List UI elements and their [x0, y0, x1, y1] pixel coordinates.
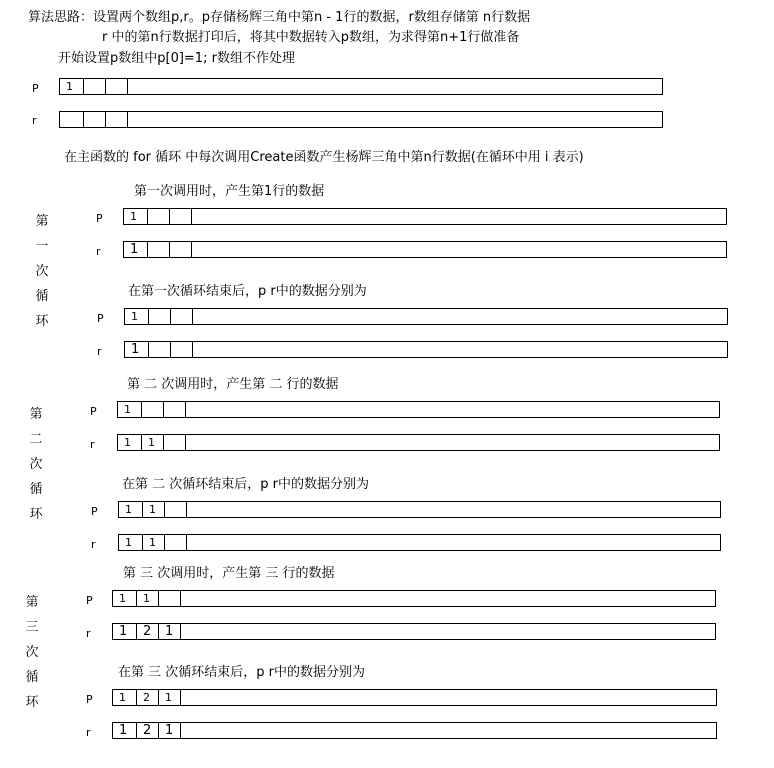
loop-1-side-label: 第 一 次 循 环: [35, 214, 49, 329]
initial-r-array-cell-1: [84, 112, 106, 127]
loop-1-after-p-label: P: [97, 312, 104, 325]
loop-2-call-p-label: P: [90, 405, 97, 418]
loop-3-side-label: 第 三 次 循 环: [25, 595, 39, 710]
loop-2-side-label: 第 二 次 循 环: [29, 407, 43, 522]
loop-2-after-r-array-cell-2: [165, 535, 187, 550]
loop-3-after-p-array-cell-2: 1: [159, 690, 181, 705]
loop-3-after-r-array-cell-2: 1: [159, 723, 181, 738]
loop-1-after-r-array: [124, 341, 728, 358]
loop-3-call-r-array-cell-0: 1: [113, 624, 137, 639]
loop-1-after-r-label: r: [97, 345, 102, 358]
loop-1-call-r-array-cell-1: [148, 242, 170, 257]
loop-1-after-r-array-cell-0: 1: [125, 342, 149, 357]
loop-2-call-p-array-cell-2: [164, 402, 186, 417]
loop-1-call-r-array-cell-2: [170, 242, 192, 257]
loop-1-call-p-array-cell-1: [148, 209, 170, 224]
initial-p-array-cell-0: 1: [60, 79, 84, 94]
loop-3-call-p-array-cell-2: [159, 591, 181, 606]
loop-2-call-p-array-cell-0: 1: [118, 402, 142, 417]
header-line-2: r 中的第n行数据打印后，将其中数据转入p数组，为求得第n+1行做准备: [102, 30, 520, 45]
initial-p-label: P: [32, 82, 39, 95]
loop-3-after-p-array-cell-0: 1: [113, 690, 137, 705]
loop-1-call-p-array: [123, 208, 727, 225]
loop-3-after-p-array-cell-1: 2: [137, 690, 159, 705]
loop-2-after-p-array-cell-2: [165, 502, 187, 517]
loop-1-call-p-label: P: [96, 212, 103, 225]
loop-3-after-r-array-cell-0: 1: [113, 723, 137, 738]
loop-2-after-r-array: [118, 534, 721, 551]
loop-3-after-r-array: [112, 722, 717, 739]
header-line-3: 开始设置p数组中p[0]=1; r数组不作处理: [58, 51, 295, 66]
loop-2-after-r-array-cell-1: 1: [143, 535, 165, 550]
loop-3-after-r-array-cell-1: 2: [137, 723, 159, 738]
loop-1-call-r-array-cell-0: 1: [124, 242, 148, 257]
loop-2-call-p-array-cell-1: [142, 402, 164, 417]
initial-r-array-cell-2: [106, 112, 128, 127]
loop-1-call-r-array: [123, 241, 727, 258]
loop-2-after-p-array: [118, 501, 721, 518]
loop-2-call-r-array-cell-0: 1: [118, 435, 142, 450]
initial-p-array-cell-2: [106, 79, 128, 94]
loop-2-call-r-array-cell-2: [164, 435, 186, 450]
loop-2-after-p-label: P: [91, 505, 98, 518]
loop-1-call-p-array-cell-2: [170, 209, 192, 224]
loop-1-after-p-array-cell-0: 1: [125, 309, 149, 324]
loop-2-call-caption: 第 二 次调用时，产生第 二 行的数据: [127, 377, 339, 392]
loop-3-after-p-array: [112, 689, 717, 706]
loop-1-after-r-array-cell-2: [171, 342, 193, 357]
loop-2-call-r-array-cell-1: 1: [142, 435, 164, 450]
loop-2-after-p-array-cell-0: 1: [119, 502, 143, 517]
loop-3-call-p-array-cell-1: 1: [137, 591, 159, 606]
loop-1-call-r-label: r: [96, 245, 101, 258]
loop-3-call-caption: 第 三 次调用时，产生第 三 行的数据: [123, 566, 335, 581]
loop-3-call-r-array-cell-2: 1: [159, 624, 181, 639]
initial-r-array-cell-0: [60, 112, 84, 127]
loop-3-after-caption: 在第 三 次循环结束后，p r中的数据分别为: [118, 665, 365, 680]
loop-1-call-caption: 第一次调用时，产生第1行的数据: [134, 184, 325, 199]
loop-3-call-r-array-cell-1: 2: [137, 624, 159, 639]
loop-3-call-p-array-cell-0: 1: [113, 591, 137, 606]
header-line-1: 算法思路：设置两个数组p,r。p存储杨辉三角中第n - 1行的数据，r数组存储第 n行数据: [28, 10, 531, 25]
loop-2-call-r-label: r: [90, 438, 95, 451]
loop-2-after-r-label: r: [91, 538, 96, 551]
loop-1-after-p-array: [124, 308, 728, 325]
loop-1-call-p-array-cell-0: 1: [124, 209, 148, 224]
loop-3-after-p-label: P: [86, 693, 93, 706]
loop-3-after-r-label: r: [86, 726, 91, 739]
loop-1-after-p-array-cell-2: [171, 309, 193, 324]
initial-r-label: r: [32, 114, 37, 127]
loop-note: 在主函数的 for 循环 中每次调用Create函数产生杨辉三角中第n行数据(在循环中用 i 表示): [64, 150, 584, 165]
initial-p-array: [59, 78, 663, 95]
loop-2-after-caption: 在第 二 次循环结束后，p r中的数据分别为: [122, 477, 369, 492]
loop-1-after-caption: 在第一次循环结束后，p r中的数据分别为: [128, 284, 367, 299]
loop-3-call-p-label: P: [86, 594, 93, 607]
loop-3-call-r-array: [112, 623, 716, 640]
loop-2-after-p-array-cell-1: 1: [143, 502, 165, 517]
loop-1-after-p-array-cell-1: [149, 309, 171, 324]
loop-3-call-p-array: [112, 590, 716, 607]
loop-1-after-r-array-cell-1: [149, 342, 171, 357]
loop-2-call-p-array: [117, 401, 720, 418]
loop-2-call-r-array: [117, 434, 720, 451]
initial-p-array-cell-1: [84, 79, 106, 94]
initial-r-array: [59, 111, 663, 128]
loop-3-call-r-label: r: [86, 627, 91, 640]
loop-2-after-r-array-cell-0: 1: [119, 535, 143, 550]
